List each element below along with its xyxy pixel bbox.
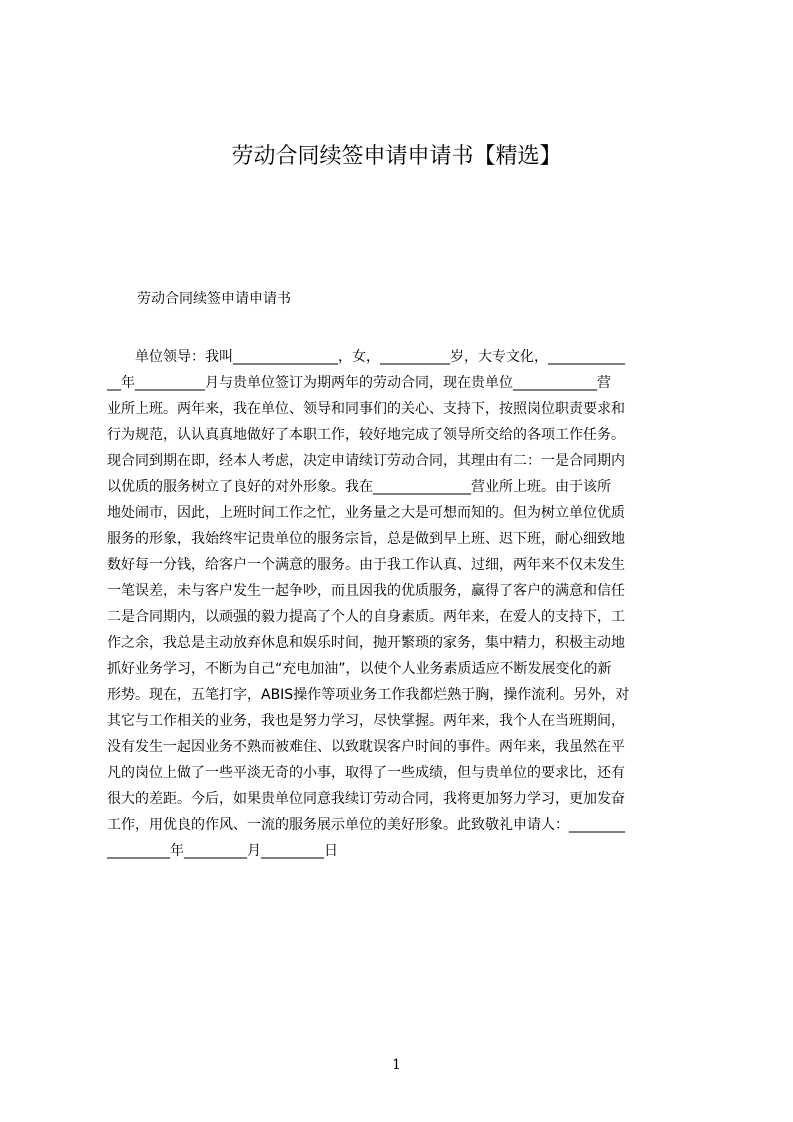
body-line: 工作，用优良的作风、一流的服务展示单位的美好形象。此致敬礼申请人：________: [107, 817, 625, 833]
body-line: __年__________月与贵单位签订为期两年的劳动合同，现在贵单位____________营: [107, 375, 611, 391]
body-line: 业所上班。两年来，我在单位、领导和同事们的关心、支持下，按照岗位职责要求和: [107, 401, 625, 417]
body-line: 二是合同期内，以顽强的毅力提高了个人的自身素质。两年来，在爱人的支持下，工: [107, 609, 625, 625]
body-line: 作之余，我总是主动放弃休息和娱乐时间，抛开繁琐的家务，集中精力，积极主动地: [107, 635, 625, 651]
body-line: 其它与工作相关的业务，我也是努力学习，尽快掌握。两年来，我个人在当班期间，: [107, 713, 625, 729]
body-line: 以优质的服务树立了良好的对外形象。我在______________营业所上班。由于该所: [107, 479, 611, 495]
document-body: [107, 344, 699, 864]
body-line: 很大的差距。今后，如果贵单位同意我续订劳动合同，我将更加努力学习，更加发奋: [107, 791, 625, 807]
body-line: 抓好业务学习，不断为自己“充电加油”，以使个人业务素质适应不断发展变化的新: [107, 661, 612, 677]
page-number: 1: [392, 1057, 401, 1073]
document-subtitle: 劳动合同续签申请申请书: [137, 291, 291, 307]
body-line: 没有发生一起因业务不熟而被难住、以致耽误客户时间的事件。两年来，我虽然在平: [107, 739, 625, 755]
body-line: 形势。现在，五笔打字，ABIS操作等项业务工作我都烂熟于胸，操作流利。另外，对: [107, 687, 630, 703]
body-line: 一笔误差，未与客户发生一起争吵，而且因我的优质服务，赢得了客户的满意和信任: [107, 583, 625, 599]
body-line: 行为规范，认认真真地做好了本职工作，较好地完成了领导所交给的各项工作任务。: [107, 427, 625, 443]
page-title: 劳动合同续签申请申请书【精选】: [231, 144, 562, 169]
body-line: 服务的形象，我始终牢记贵单位的服务宗旨，总是做到早上班、迟下班，耐心细致地: [107, 531, 625, 547]
body-line: 数好每一分钱，给客户一个满意的服务。由于我工作认真、过细，两年来不仅未发生: [107, 557, 625, 573]
body-line: 地处闹市，因此，上班时间工作之忙，业务量之大是可想而知的。但为树立单位优质: [107, 505, 625, 521]
body-line: _________年_________月_________日: [107, 843, 338, 859]
body-line: 单位领导：我叫_______________，女，__________岁，大专文化，___________: [107, 349, 625, 365]
body-line: 现合同到期在即，经本人考虑，决定申请续订劳动合同，其理由有二：一是合同期内: [107, 453, 625, 469]
body-line: 凡的岗位上做了一些平淡无奇的小事，取得了一些成绩，但与贵单位的要求比，还有: [107, 765, 625, 781]
